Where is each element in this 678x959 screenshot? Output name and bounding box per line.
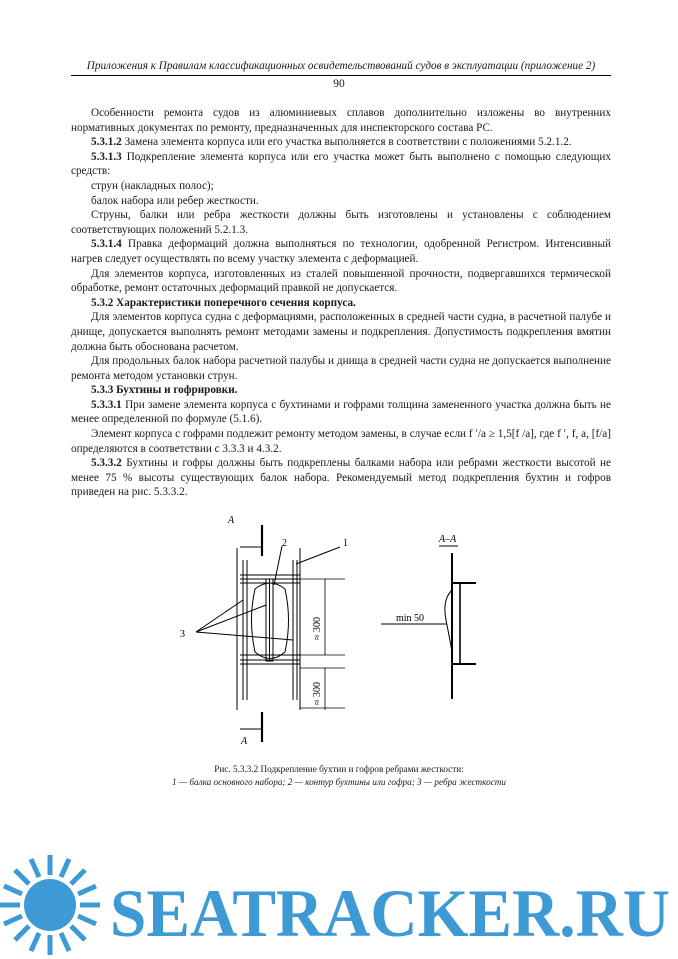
- paragraph: 5.3.1.4 Правка деформаций должна выполняться по технологии, одобренной Регистром. Интенсивный нагрев следует осуществлять по всему участку элемента с деформацией.: [71, 238, 611, 265]
- watermark-text: SEATRACKER.RU: [110, 875, 670, 951]
- paragraph: 5.3.1.2 Замена элемента корпуса или его участка выполняется в соответствии с положениями 5.2.1.2.: [91, 136, 572, 149]
- paragraph: Для элементов корпуса, изготовленных из сталей повышенной прочности, подвергавшихся термической обработке, ремонт остаточных деформаций правкой не допускается.: [71, 267, 611, 295]
- callout-1: 1: [343, 538, 348, 549]
- min-label: min 50: [396, 613, 425, 624]
- section-bulge: [445, 590, 452, 652]
- callout-leader-3: [196, 632, 293, 640]
- dimension-label: ≈ 300: [312, 682, 323, 705]
- callout-leader-3: [196, 605, 266, 632]
- paragraph: Для элементов корпуса судна с деформациями, расположенных в средней части судна, в расчетной палубе и днище, допускается выполнять ремонт методами замены и подкрепления. Допустимость подкрепления вмятин должна быть обоснована расчетом.: [71, 311, 611, 353]
- running-header: Приложения к Правилам классификационных освидетельствований судов в эксплуатации (приложение 2): [86, 60, 596, 72]
- paragraph: Элемент корпуса с гофрами подлежит ремонту методом замены, в случае если f ′/a ≥ 1,5[f /a], где f ′, f, a, [f/a] определяются в соответствии с 3.3.3 и 4.3.2.: [71, 428, 611, 455]
- section-label-top: A: [228, 515, 235, 526]
- page-number: 90: [333, 78, 345, 90]
- section-heading: 5.3.3 Бухтины и гофрировки.: [91, 384, 238, 397]
- section-heading: 5.3.2 Характеристики поперечного сечения корпуса.: [91, 296, 356, 309]
- paragraph: 5.3.3.2 Бухтины и гофры должны быть подкреплены балками набора или ребрами жесткости высотой не менее 75 % высоты существующих балок набора. Рекомендуемый метод подкрепления бухтин и гофров приведен на рис. 5.3.3.2.: [71, 457, 611, 499]
- callout-3: 3: [180, 629, 185, 640]
- paragraph: Для продольных балок набора расчетной палубы и днища в средней части судна не допускается выполнение ремонта методом установки струн.: [71, 355, 611, 382]
- dimension-label: ≈ 300: [312, 617, 323, 640]
- callout-leader-3: [196, 600, 243, 632]
- sun-icon: [0, 855, 100, 955]
- paragraph: струн (накладных полос);: [91, 179, 214, 192]
- watermark: [0, 840, 678, 959]
- paragraph: Особенности ремонта судов из алюминиевых сплавов дополнительно изложены во внутренних нормативных документах по ремонту, предназначенных для инспекторского состава РС.: [71, 107, 611, 134]
- paragraph: балок набора или ребер жесткости.: [91, 194, 259, 207]
- paragraph: Струны, балки или ребра жесткости должны быть изготовлены и установлены с соблюдением соответствующих положений 5.2.1.3.: [71, 209, 611, 236]
- section-title: A–A: [439, 534, 457, 545]
- paragraph: 5.3.3.1 При замене элемента корпуса с бухтинами и гофрами толщина замененного участка должна быть не менее определенной по формуле (5.1.6).: [71, 398, 611, 426]
- callout-leader-1: [296, 547, 340, 564]
- paragraph: 5.3.1.3 Подкрепление элемента корпуса или его участка может быть выполнено с помощью следующих средств:: [71, 150, 611, 178]
- callout-2: 2: [282, 538, 287, 549]
- figure-legend: 1 — балка основного набора; 2 — контур бухтины или гофра; 3 — ребра жесткости: [172, 777, 506, 787]
- figure-caption: Рис. 5.3.3.2 Подкрепление бухтин и гофров ребрами жесткости:: [214, 764, 464, 774]
- section-label-bottom: A: [241, 736, 248, 747]
